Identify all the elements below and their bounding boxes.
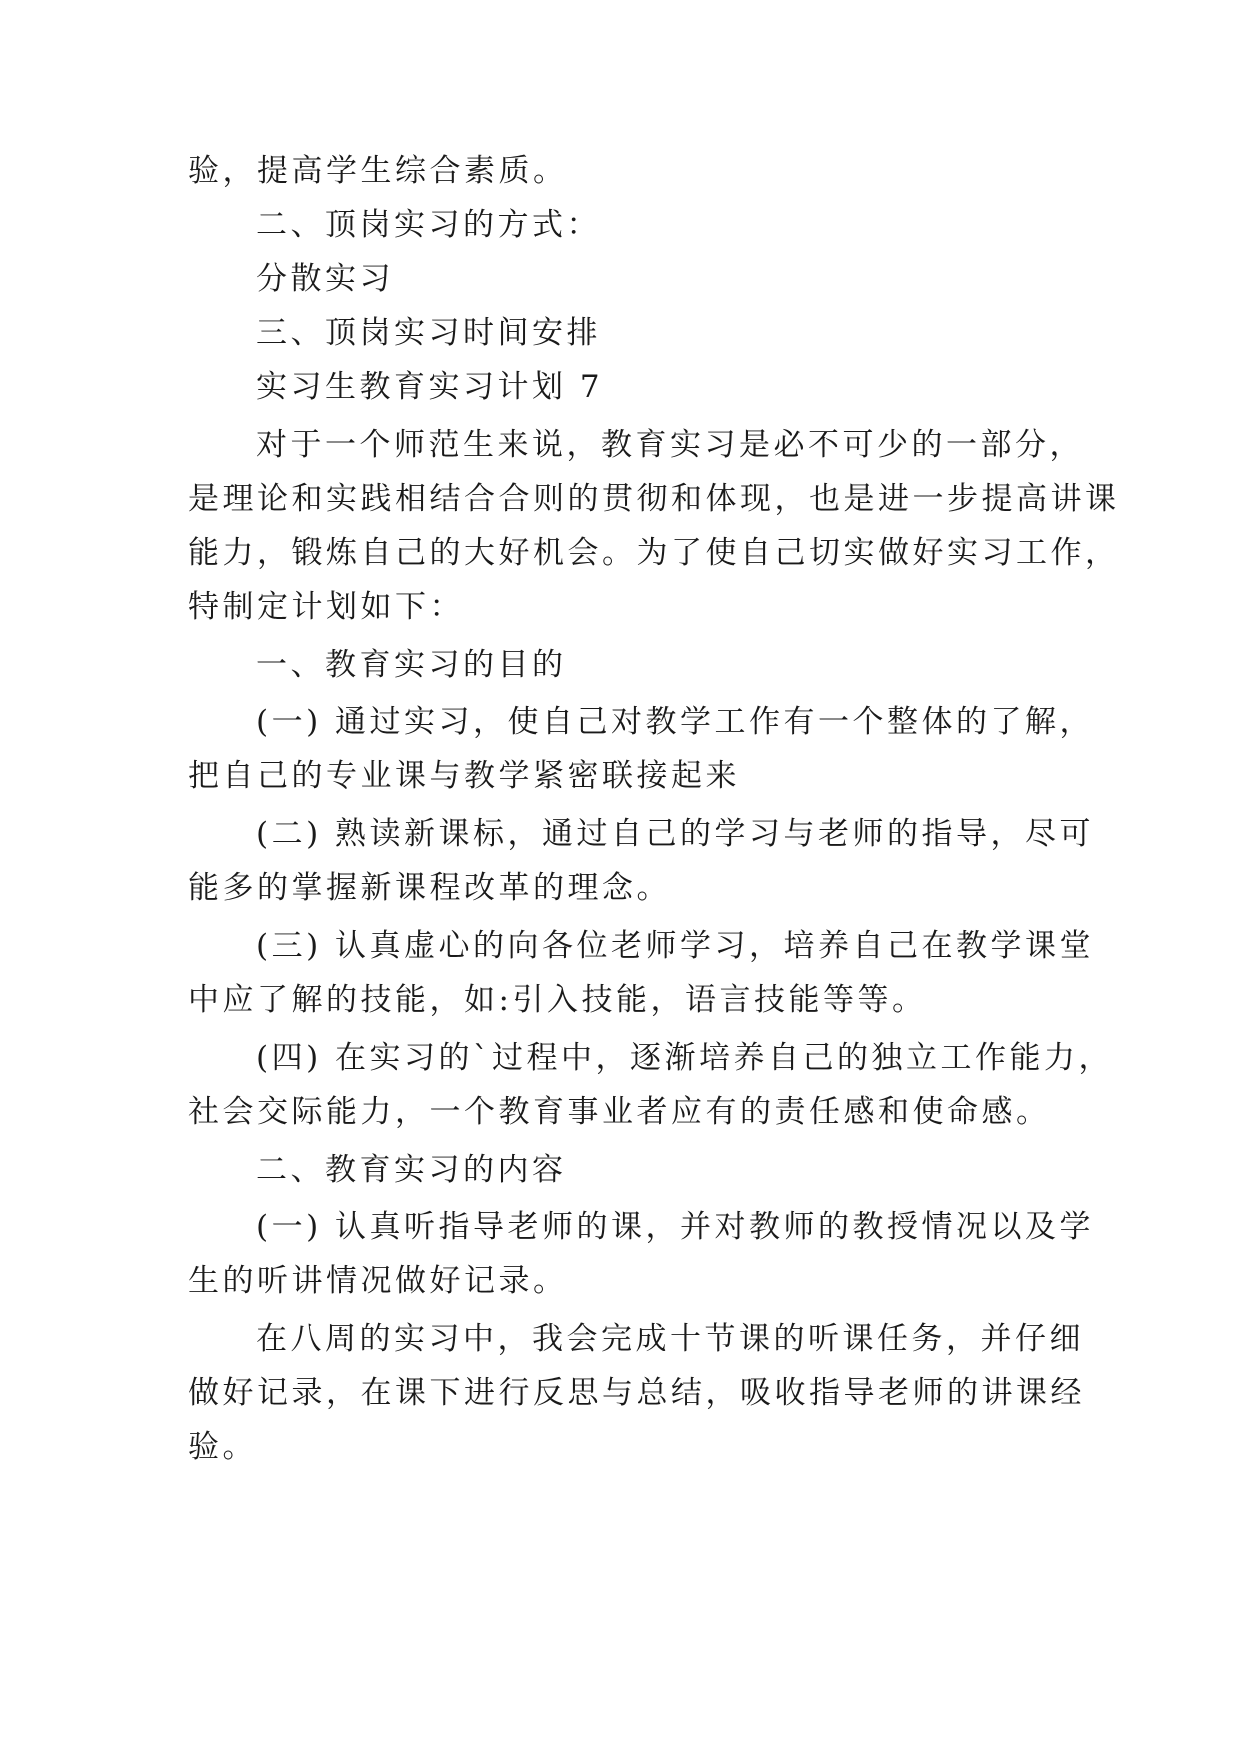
paragraph-line: 特制定计划如下： — [188, 589, 464, 625]
paragraph-line: 生的听讲情况做好记录。 — [188, 1263, 568, 1299]
paragraph-line: 在八周的实习中，我会完成十节课的听课任务，并仔细 — [256, 1321, 1084, 1357]
paragraph-line: 中应了解的技能，如:引入技能，语言技能等等。 — [188, 982, 927, 1018]
paragraph-line: 能多的掌握新课程改革的理念。 — [188, 870, 671, 906]
paragraph-line: (二) 熟读新课标，通过自己的学习与老师的指导，尽可 — [256, 816, 1095, 852]
paragraph-line: (四) 在实习的`过程中，逐渐培养自己的独立工作能力， — [256, 1040, 1114, 1076]
paragraph-line: (一) 认真听指导老师的课，并对教师的教授情况以及学 — [256, 1209, 1095, 1245]
paragraph-line: 社会交际能力，一个教育事业者应有的责任感和使命感。 — [188, 1094, 1051, 1130]
paragraph-line: 做好记录，在课下进行反思与总结，吸收指导老师的讲课经 — [188, 1375, 1085, 1411]
paragraph-line: 能力，锻炼自己的大好机会。为了使自己切实做好实习工作， — [188, 535, 1120, 571]
paragraph-line: 对于一个师范生来说，教育实习是必不可少的一部分， — [256, 427, 1084, 463]
paragraph-line: 验。 — [188, 1429, 257, 1465]
section-heading: 二、教育实习的内容 — [256, 1152, 567, 1188]
paragraph-line: 把自己的专业课与教学紧密联接起来 — [188, 758, 740, 794]
section-heading: 一、教育实习的目的 — [256, 647, 567, 683]
text-line: 验，提高学生综合素质。 — [188, 153, 568, 189]
section-heading: 三、顶岗实习时间安排 — [256, 315, 601, 351]
section-heading: 二、顶岗实习的方式： — [256, 207, 601, 243]
text-line: 分散实习 — [256, 261, 394, 297]
paragraph-line: (一) 通过实习，使自己对教学工作有一个整体的了解， — [256, 704, 1095, 740]
paragraph-line: 是理论和实践相结合合则的贯彻和体现，也是进一步提高讲课 — [188, 481, 1120, 517]
paragraph-line: (三) 认真虚心的向各位老师学习，培养自己在教学课堂 — [256, 928, 1095, 964]
document-title: 实习生教育实习计划 7 — [256, 369, 604, 405]
